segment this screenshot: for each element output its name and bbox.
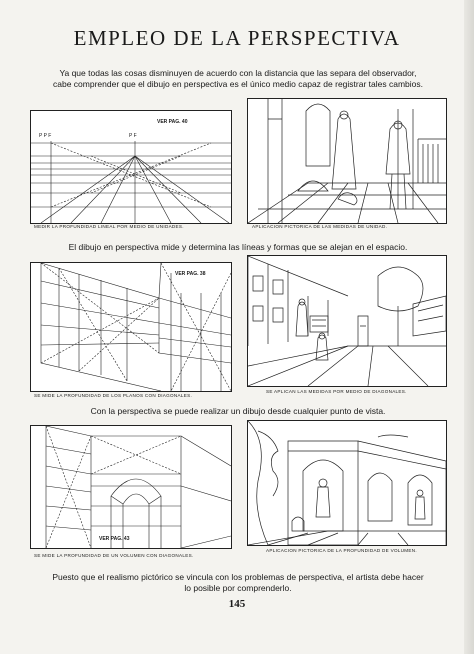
figure-arch-volume (30, 425, 232, 549)
linear-depth-drawing (31, 111, 231, 223)
figure-street-scene (247, 255, 447, 387)
figure-caption: SE MIDE LA PROFUNDIDAD DE LOS PLANOS CON DIAGONALES. (34, 393, 193, 398)
figure-ref: VER PAG. 38 (175, 271, 206, 277)
page-number: 145 (228, 598, 246, 610)
closing-line-1: Puesto que el realismo pictórico se vincula con los problemas de perspectiva, el artista debe hacer (52, 572, 424, 582)
intro-line-2: cabe comprender que el dibujo en perspectiva es el único medio capaz de registrar tales cambios. (53, 79, 423, 89)
closing-line-2: lo posible por comprenderlo. (184, 583, 292, 593)
figure-ref: VER PAG. 43 (99, 536, 130, 542)
balcony-scene-drawing (248, 99, 446, 223)
intro-line-1: Ya que todas las cosas disminuyen de acuerdo con la distancia que las separa del observador, (59, 68, 417, 78)
arch-volume-drawing (31, 426, 231, 548)
figure-caption: MEDIR LA PROFUNDIDAD LINEAL POR MEDIO DE UNIDADES. (34, 224, 184, 229)
intro-paragraph (28, 68, 448, 90)
vanishing-point-label: P P F (39, 133, 52, 139)
page-title: EMPLEO DE LA PERSPECTIVA (73, 26, 401, 50)
figure-caption: SE APLICAN LAS MEDIDAS POR MEDIO DE DIAGONALES. (266, 389, 407, 394)
figure-ref: VER PAG. 40 (157, 119, 188, 125)
street-scene-drawing (248, 256, 446, 386)
figure-balcony-scene (247, 98, 447, 224)
figure-linear-depth (30, 110, 232, 224)
room-diagonals-drawing (31, 263, 231, 391)
vanishing-point-label: P F (129, 133, 137, 139)
page-edge (464, 0, 474, 654)
facade-scene-drawing (248, 421, 446, 545)
closing-paragraph (28, 572, 448, 594)
section-text: El dibujo en perspectiva mide y determina las líneas y formas que se alejan en el espacio. (68, 242, 408, 252)
figure-facade-scene (247, 420, 447, 546)
figure-caption: APLICACION PICTORICA DE LA PROFUNDIDAD DE VOLUMEN. (266, 548, 417, 553)
section-text: Con la perspectiva se puede realizar un dibujo desde cualquier punto de vista. (90, 406, 386, 416)
figure-room-diagonals (30, 262, 232, 392)
figure-caption: APLICACION PICTORICA DE LAS MEDIDAS DE UNIDAD. (252, 224, 388, 229)
figure-caption: SE MIDE LA PROFUNDIDAD DE UN VOLUMEN CON DIAGONALES. (34, 553, 194, 558)
